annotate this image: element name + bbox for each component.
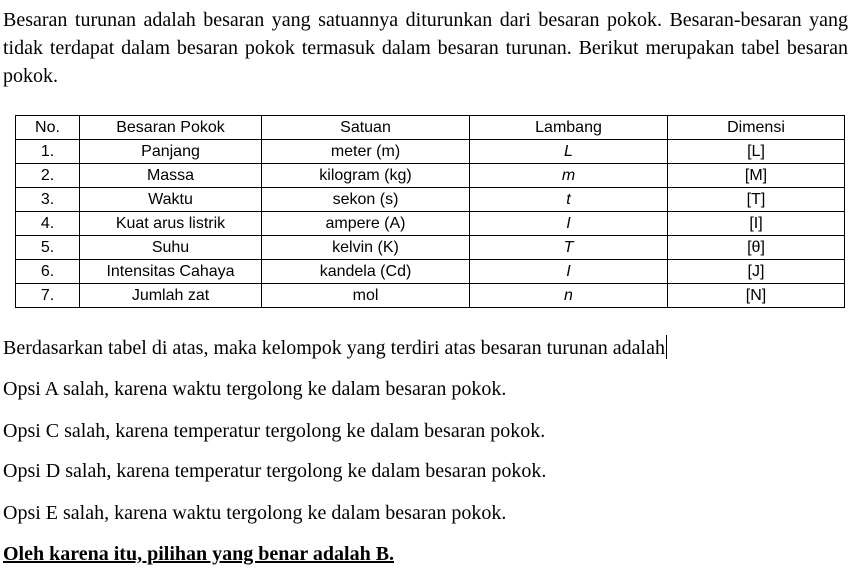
option-a-explanation: Opsi A salah, karena waktu tergolong ke dalam besaran pokok.	[3, 378, 507, 400]
cell-lambang: n	[470, 284, 668, 308]
cell-no: 2.	[16, 164, 80, 188]
cell-satuan: kilogram (kg)	[262, 164, 470, 188]
cell-no: 5.	[16, 236, 80, 260]
table-row	[16, 212, 845, 236]
besaran-pokok-table	[15, 115, 845, 308]
header-besaran-pokok: Besaran Pokok	[80, 116, 262, 140]
cell-lambang: I	[470, 212, 668, 236]
cell-dimensi: [θ]	[668, 236, 845, 260]
cell-satuan: meter (m)	[262, 140, 470, 164]
table-row	[16, 140, 845, 164]
cell-no: 4.	[16, 212, 80, 236]
cell-dimensi: [T]	[668, 188, 845, 212]
intro-paragraph: Besaran turunan adalah besaran yang satuannya diturunkan dari besaran pokok. Besaran-besaran yang tidak terdapat dalam besaran pokok termasuk dalam besaran turunan. Berikut merupakan tabel besaran pokok.	[3, 9, 848, 87]
question-text-content: Berdasarkan tabel di atas, maka kelompok yang terdiri atas besaran turunan adalah	[3, 337, 665, 359]
question-text[interactable]	[3, 335, 667, 361]
cell-no: 6.	[16, 260, 80, 284]
cell-besaran: Kuat arus listrik	[80, 212, 262, 236]
table-row	[16, 236, 845, 260]
text-caret	[666, 335, 667, 359]
cell-no: 3.	[16, 188, 80, 212]
cell-dimensi: [I]	[668, 212, 845, 236]
table-row	[16, 164, 845, 188]
option-d-explanation: Opsi D salah, karena temperatur tergolong ke dalam besaran pokok.	[3, 460, 547, 482]
cell-dimensi: [L]	[668, 140, 845, 164]
cell-besaran: Jumlah zat	[80, 284, 262, 308]
cell-dimensi: [N]	[668, 284, 845, 308]
option-e-explanation: Opsi E salah, karena waktu tergolong ke dalam besaran pokok.	[3, 502, 507, 524]
cell-satuan: kandela (Cd)	[262, 260, 470, 284]
option-c-explanation: Opsi C salah, karena temperatur tergolong ke dalam besaran pokok.	[3, 420, 546, 442]
cell-lambang: t	[470, 188, 668, 212]
cell-besaran: Intensitas Cahaya	[80, 260, 262, 284]
cell-lambang: m	[470, 164, 668, 188]
cell-lambang: I	[470, 260, 668, 284]
conclusion-text: Oleh karena itu, pilihan yang benar adalah B.	[3, 543, 395, 565]
cell-besaran: Suhu	[80, 236, 262, 260]
cell-satuan: ampere (A)	[262, 212, 470, 236]
cell-dimensi: [M]	[668, 164, 845, 188]
cell-lambang: T	[470, 236, 668, 260]
cell-besaran: Panjang	[80, 140, 262, 164]
header-satuan: Satuan	[262, 116, 470, 140]
cell-no: 1.	[16, 140, 80, 164]
table-header-row	[16, 116, 845, 140]
cell-besaran: Waktu	[80, 188, 262, 212]
header-no: No.	[16, 116, 80, 140]
cell-satuan: kelvin (K)	[262, 236, 470, 260]
table-row	[16, 260, 845, 284]
cell-no: 7.	[16, 284, 80, 308]
cell-satuan: sekon (s)	[262, 188, 470, 212]
cell-satuan: mol	[262, 284, 470, 308]
header-lambang: Lambang	[470, 116, 668, 140]
table-row	[16, 188, 845, 212]
cell-dimensi: [J]	[668, 260, 845, 284]
table-row	[16, 284, 845, 308]
cell-besaran: Massa	[80, 164, 262, 188]
cell-lambang: L	[470, 140, 668, 164]
header-dimensi: Dimensi	[668, 116, 845, 140]
